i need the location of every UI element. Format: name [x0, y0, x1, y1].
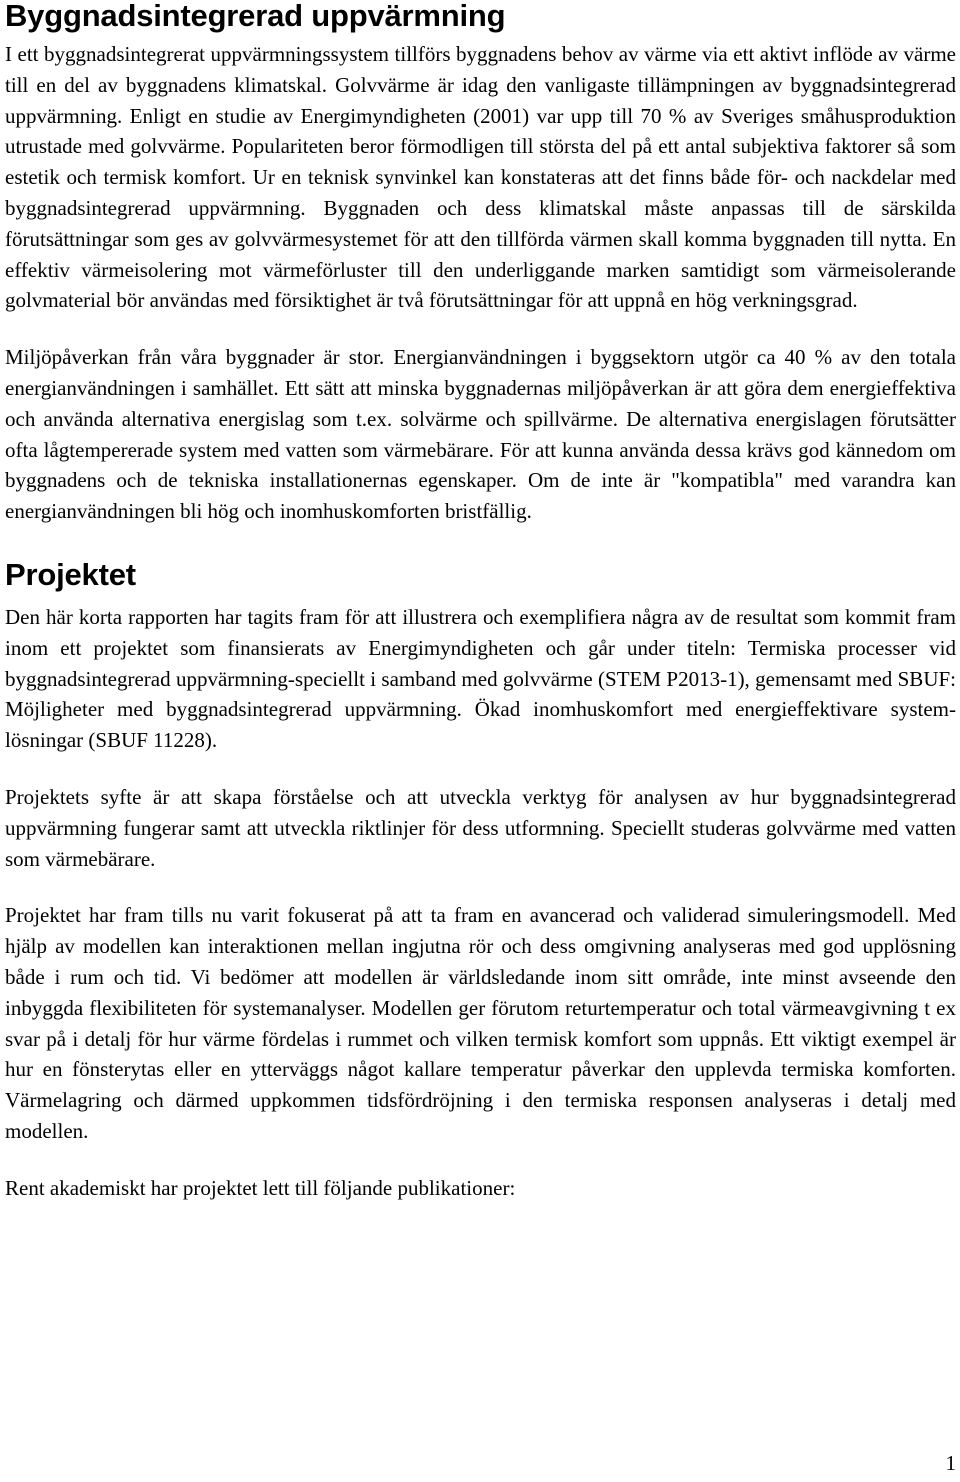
paragraph-environmental-impact: Miljöpåverkan från våra byggnader är stor. Energianvändningen i byggsektorn utgör ca 40 % av den totala energianvändningen i samhället. Ett sätt att minska byggnadernas miljöpåverkan är att göra dem energieffektiva och använda alternativa energislag som t.ex. solvärme och spillvärme. De alternativa energislagen förutsätter ofta lågtempererade system med vatten som värmebärare. För att kunna använda dessa krävs god kännedom om byggnadens och de tekniska installationernas egenskaper. Om de inte är "kompatibla" med varandra kan energianvändningen bli hög och inomhuskomforten bristfällig.	[5, 345, 956, 524]
page-number: 1	[945, 1451, 956, 1475]
paragraph-project-purpose: Projektets syfte är att skapa förståelse och att utveckla verktyg för analysen av hur byggnadsintegrerad uppvärmning fungerar samt att utveckla riktlinjer för dess utformning. Speciellt studeras golvvärme med vatten som värmebärare.	[5, 784, 956, 871]
paragraph-publications-intro: Rent akademiskt har projektet lett till följande publikationer:	[5, 1175, 516, 1200]
page-heading: Byggnadsintegrerad uppvärmning	[5, 0, 506, 33]
paragraph-integrated-heating: I ett byggnadsintegrerat uppvärmningssystem tillförs byggnadens behov av värme via ett aktivt inflöde av värme till en del av byggnadens klimatskal. Golvvärme är idag den vanligaste tillämpningen av byggnadsintegrerad uppvärmning. Enligt en studie av Energimyndigheten (2001) var upp till 70 % av Sveriges småhusproduktion utrustade med golvvärme. Populariteten beror förmodligen till största del på ett antal subjektiva faktorer så som estetik och termisk komfort. Ur en teknisk synvinkel kan konstateras att det finns både för- och nackdelar med byggnadsintegrerad uppvärmning. Byggnaden och dess klimatskal måste anpassas till de särskilda förutsättningar som ges av golvvärmesystemet för att den tillförda värmen skall komma byggnaden till nytta. En effektiv värmeisolering mot värmeförluster till den underliggande marken samtidigt som värmeisolerande golvmaterial bör användas med försiktighet är två förutsättningar för att uppnå en hög verkningsgrad.	[5, 42, 956, 313]
section-heading-project: Projektet	[5, 556, 136, 592]
paragraph-report-background: Den här korta rapporten har tagits fram för att illustrera och exemplifiera några av de resultat som kommit fram inom ett projektet som finansierats av Energimyndigheten och går under titeln: Termiska processer vid byggnadsintegrerad uppvärmning-speciellt i samband med golvvärme (STEM P2013-1), gemensamt med SBUF: Möjligheter med byggnadsintegrerad uppvärmning. Ökad inomhuskomfort med energieffektivare system-lösningar (SBUF 11228).	[5, 604, 956, 753]
document-page	[5, 0, 956, 1204]
paragraph-simulation-model: Projektet har fram tills nu varit fokuserat på att ta fram en avancerad och validerad simuleringsmodell. Med hjälp av modellen kan interaktionen mellan ingjutna rör och dess omgivning analyseras med god upplösning både i rum och tid. Vi bedömer att modellen är världsledande inom sitt område, inte minst avseende den inbyggda flexibiliteten för systemanalyser. Modellen ger förutom returtemperatur och total värmeavgivning t ex svar på i detalj för hur värme fördelas i rummet och vilken termisk komfort som uppnås. Ett viktigt exempel är hur en fönsterytas eller en ytterväggs något kallare temperatur påverkar den upplevda termiska komforten. Värmelagring och därmed uppkommen tidsfördröjning i den termiska responsen analyseras i detalj med modellen.	[5, 903, 956, 1143]
